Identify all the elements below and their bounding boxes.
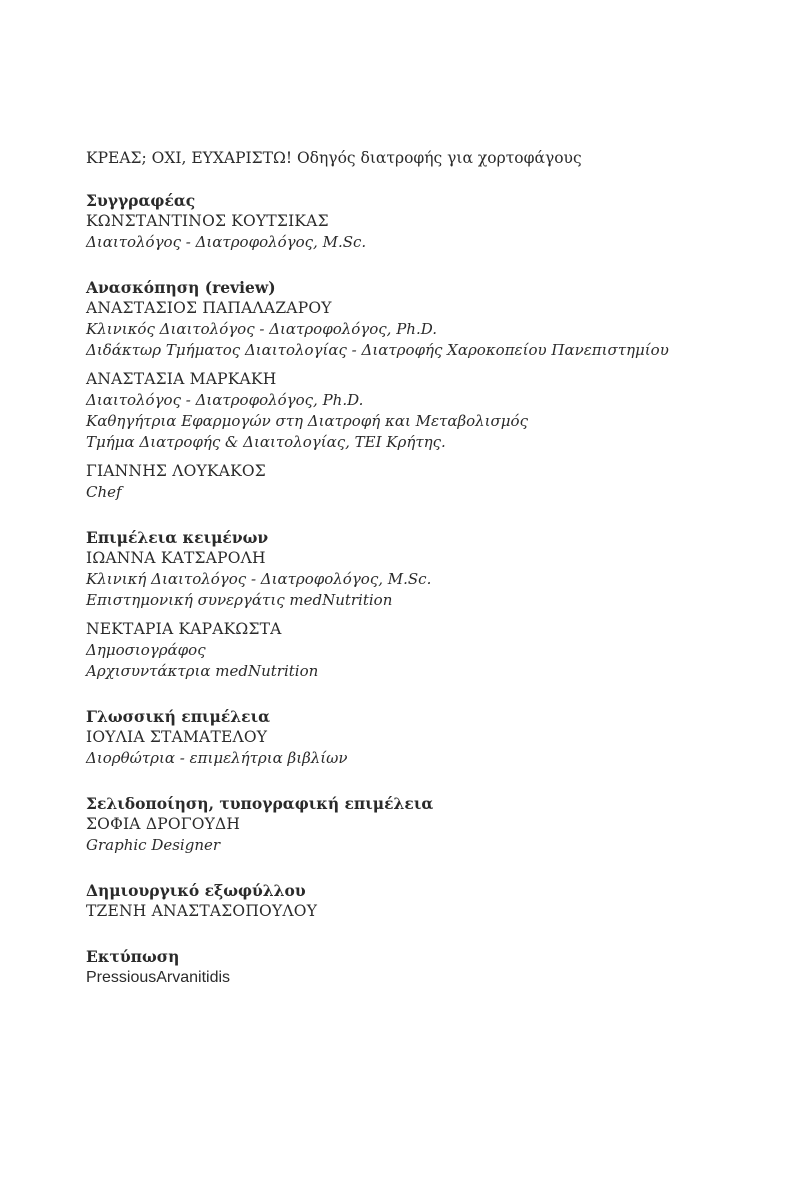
person-entry bbox=[86, 548, 746, 611]
section-heading: Δημιουργικό εξωφύλλου bbox=[86, 881, 306, 900]
person-name: ΤΖΕΝΗ ΑΝΑΣΤΑΣΟΠΟΥΛΟΥ bbox=[86, 902, 318, 920]
section-heading-printing: Εκτύπωση bbox=[86, 947, 180, 966]
person-role: Αρχισυντάκτρια medNutrition bbox=[86, 662, 319, 680]
person-name: ΙΩΑΝΝΑ ΚΑΤΣΑΡΟΛΗ bbox=[86, 549, 266, 567]
section-heading: Επιμέλεια κειμένων bbox=[86, 528, 269, 547]
person-name: ΣΟΦΙΑ ΔΡΟΓΟΥΔΗ bbox=[86, 815, 241, 833]
section-heading: Γλωσσική επιμέλεια bbox=[86, 707, 271, 726]
person-name: ΓΙΑΝΝΗΣ ΛΟΥΚΑΚΟΣ bbox=[86, 462, 266, 480]
person-role: Επιστημονική συνεργάτις medNutrition bbox=[86, 591, 393, 609]
person-name: ΑΝΑΣΤΑΣΙΑ ΜΑΡΚΑΚΗ bbox=[86, 370, 277, 388]
credits-page bbox=[86, 148, 746, 1012]
section-heading: Ανασκόπηση (review) bbox=[86, 278, 276, 297]
person-name: ΚΩΝΣΤΑΝΤΙΝΟΣ ΚΟΥΤΣΙΚΑΣ bbox=[86, 212, 329, 230]
person-role: Διαιτολόγος - Διατροφολόγος, M.Sc. bbox=[86, 233, 367, 251]
credits-sections bbox=[86, 190, 746, 922]
credits-section bbox=[86, 190, 746, 253]
person-entry bbox=[86, 619, 746, 682]
credits-section bbox=[86, 277, 746, 503]
section-heading: Σελιδοποίηση, τυπογραφική επιμέλεια bbox=[86, 794, 434, 813]
printer-name: PressiousArvanitidis bbox=[86, 969, 231, 986]
person-entry bbox=[86, 814, 746, 856]
person-role: Τμήμα Διατροφής & Διαιτολογίας, ΤΕΙ Κρήτης. bbox=[86, 433, 446, 451]
person-role: Κλινική Διαιτολόγος - Διατροφολόγος, M.Sc. bbox=[86, 570, 432, 588]
person-role: Graphic Designer bbox=[86, 836, 221, 854]
credits-section bbox=[86, 527, 746, 682]
person-entry bbox=[86, 727, 746, 769]
person-entry bbox=[86, 298, 746, 361]
credits-section bbox=[86, 706, 746, 769]
person-entry bbox=[86, 369, 746, 453]
person-role: Καθηγήτρια Εφαρμογών στη Διατροφή και Μεταβολισμός bbox=[86, 412, 528, 430]
person-name: ΑΝΑΣΤΑΣΙΟΣ ΠΑΠΑΛΑΖΑΡΟΥ bbox=[86, 299, 332, 317]
person-entry bbox=[86, 211, 746, 253]
credits-section bbox=[86, 793, 746, 856]
person-role: Δημοσιογράφος bbox=[86, 641, 206, 659]
person-role: Κλινικός Διαιτολόγος - Διατροφολόγος, Ph.D. bbox=[86, 320, 437, 338]
credits-section bbox=[86, 880, 746, 922]
person-name: ΝΕΚΤΑΡΙΑ ΚΑΡΑΚΩΣΤΑ bbox=[86, 620, 282, 638]
person-role: Chef bbox=[86, 483, 122, 501]
book-title: ΚΡΕΑΣ; ΟΧΙ, ΕΥΧΑΡΙΣΤΩ! Οδηγός διατροφής για χορτοφάγους bbox=[86, 149, 582, 167]
person-entry bbox=[86, 461, 746, 503]
person-role: Διορθώτρια - επιμελήτρια βιβλίων bbox=[86, 749, 348, 767]
section-heading: Συγγραφέας bbox=[86, 191, 196, 210]
printing-section bbox=[86, 946, 746, 988]
person-role: Διδάκτωρ Τμήματος Διαιτολογίας - Διατροφής Χαροκοπείου Πανεπιστημίου bbox=[86, 341, 669, 359]
person-role: Διαιτολόγος - Διατροφολόγος, Ph.D. bbox=[86, 391, 364, 409]
person-entry bbox=[86, 901, 746, 922]
person-name: ΙΟΥΛΙΑ ΣΤΑΜΑΤΕΛΟΥ bbox=[86, 728, 268, 746]
